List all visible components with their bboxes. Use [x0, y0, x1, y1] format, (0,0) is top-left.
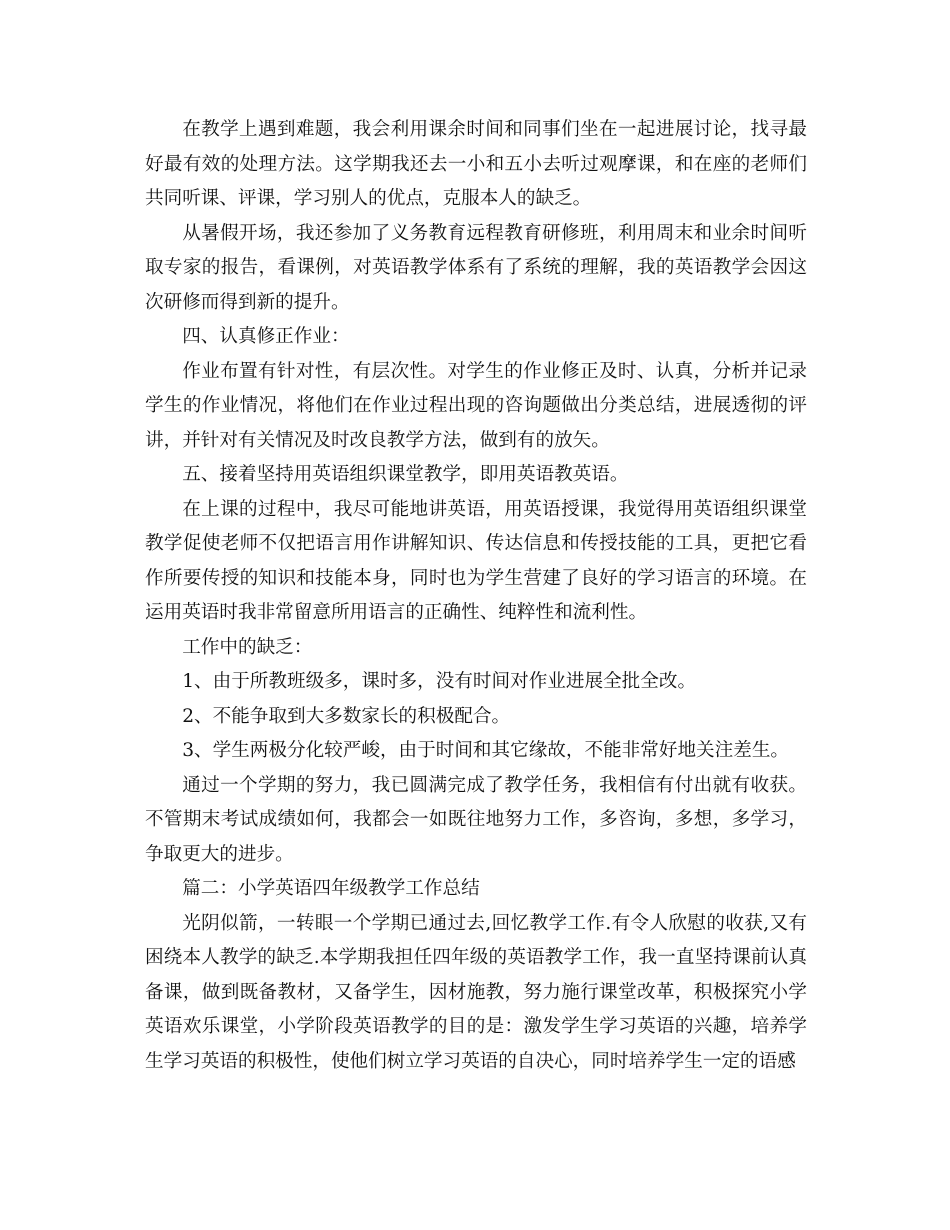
paragraph-english-instruction: 在上课的过程中，我尽可能地讲英语，用英语授课，我觉得用英语组织课堂教学促使老师不仅把语言用作讲解知识、传达信息和传授技能的工具，更把它看作所要传授的知识和技能本身，同时也为学生营建了良好的学习语言的环境。在运用英语时我非常留意所用语言的正确性、纯粹性和流利性。: [145, 498, 807, 623]
list-item-shortcoming-3: 3、学生两极分化较严峻，由于时间和其它缘故，不能非常好地关注差生。: [182, 740, 790, 761]
document-body: [145, 113, 807, 1079]
paragraph-conclusion: 通过一个学期的努力，我已圆满完成了教学任务，我相信有付出就有收获。不管期末考试成绩如何，我都会一如既往地努力工作，多咨询，多想，多学习，争取更大的进步。: [145, 774, 807, 865]
list-item-shortcoming-2: 2、不能争取到大多数家长的积极配合。: [182, 705, 511, 727]
heading-english-instruction: 五、接着坚持用英语组织课堂教学，即用英语教英语。: [182, 464, 629, 485]
paragraph-teaching-difficulties: 在教学上遇到难题，我会利用课余时间和同事们坐在一起进展讨论，找寻最好最有效的处理方法。这学期我还去一小和五小去听过观摩课，和在座的老师们共同听课、评课，学习别人的优点，克服本人的缺乏。: [145, 119, 807, 209]
paragraph-remote-training: 从暑假开场，我还参加了义务教育远程教育研修班，利用周末和业余时间听取专家的报告，看课例，对英语教学体系有了系统的理解，我的英语教学会因这次研修而得到新的提升。: [145, 222, 807, 313]
paragraph-homework: 作业布置有针对性，有层次性。对学生的作业修正及时、认真，分析并记录学生的作业情况，将他们在作业过程出现的咨询题做出分类总结，进展透彻的评讲，并针对有关情况及时改良教学方法，做到有的放矢。: [145, 360, 807, 451]
paragraph-grade-four-summary: 光阴似箭，一转眼一个学期已通过去,回忆教学工作.有令人欣慰的收获,又有困绕本人教学的缺乏.本学期我担任四年级的英语教学工作，我一直坚持课前认真备课，做到既备教材，又备学生，因材施教，努力施行课堂改革，积极探究小学英语欢乐课堂，小学阶段英语教学的目的是：激发学生学习英语的兴趣，培养学生学习英语的积极性，使他们树立学习英语的自决心，同时培养学生一定的语感: [145, 912, 807, 1072]
heading-shortcomings: 工作中的缺乏：: [182, 636, 313, 658]
heading-correct-homework: 四、认真修正作业：: [182, 326, 350, 347]
list-item-shortcoming-1: 1、由于所教班级多，课时多，没有时间对作业进展全批全改。: [182, 671, 697, 692]
section-title-part-two: 篇二：小学英语四年级教学工作总结: [182, 878, 480, 899]
